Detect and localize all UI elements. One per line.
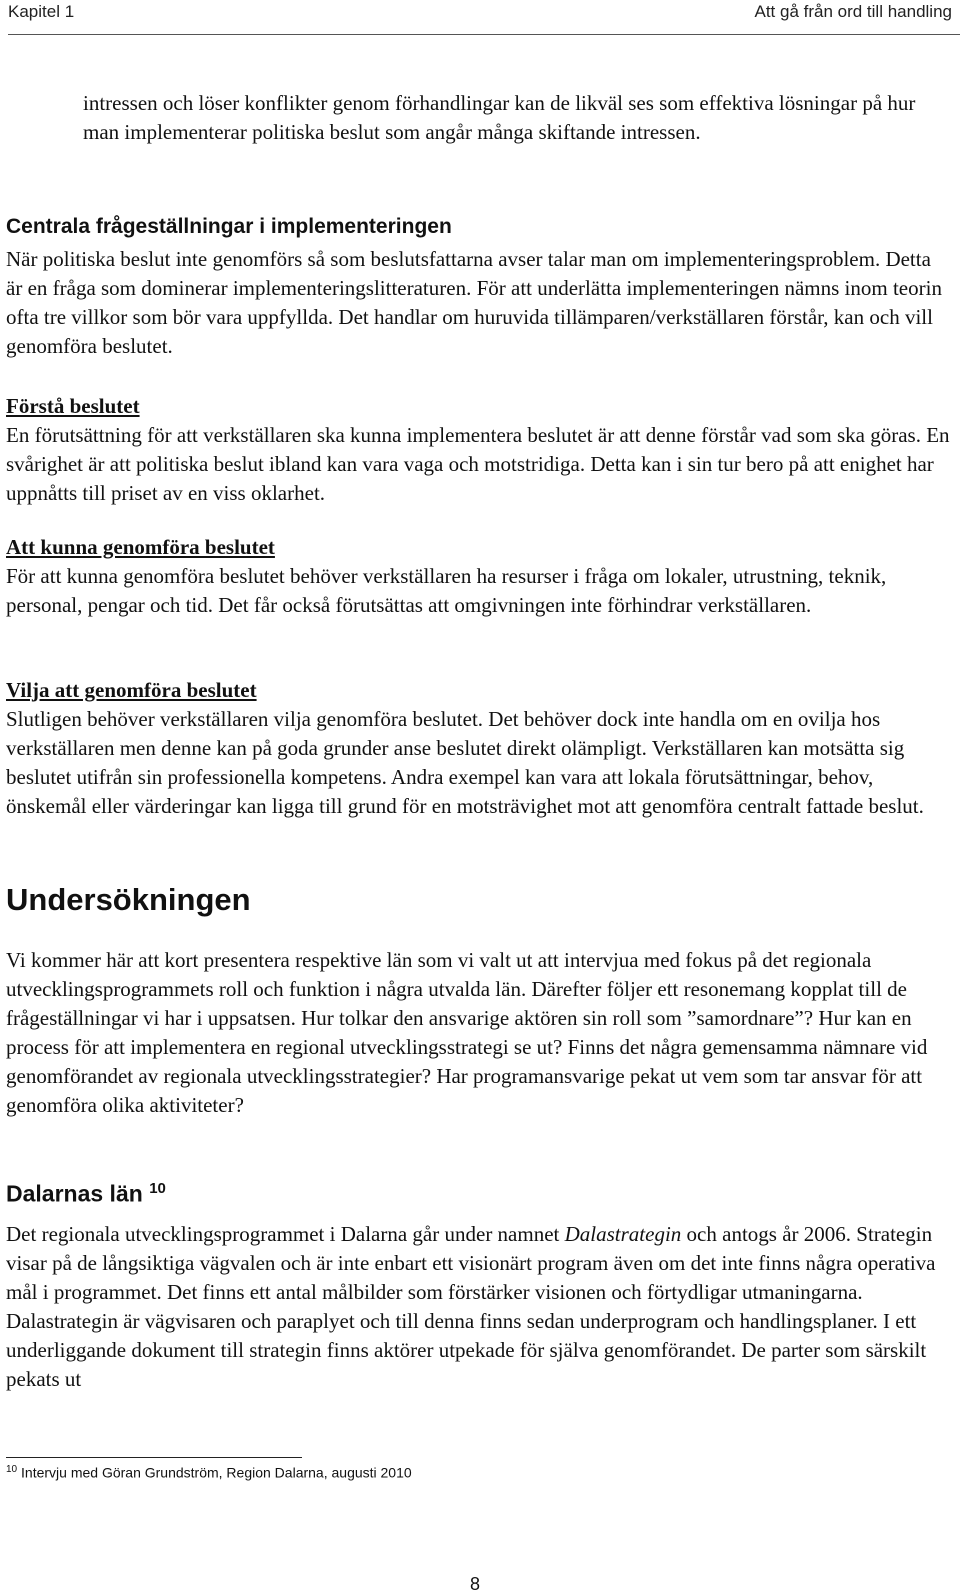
- forsta-paragraph: En förutsättning för att verkställaren ska kunna implementera beslutet är att denne förstår vad som ska göras. En svårighet är att politiska beslut ibland kan vara vaga och motstridiga. Detta kan i sin tur bero på att enighet har uppnåtts till priset av en viss oklarhet.: [6, 423, 950, 505]
- header-rule: [8, 34, 960, 35]
- kunna-heading: Att kunna genomföra beslutet: [6, 535, 275, 559]
- page-number: 8: [470, 1574, 481, 1594]
- forsta-section: [6, 392, 952, 508]
- centrala-heading: Centrala frågeställningar i implementeringen: [6, 215, 452, 238]
- footnote-text: Intervju med Göran Grundström, Region Dalarna, augusti 2010: [21, 1464, 412, 1481]
- page-header: [0, 0, 960, 44]
- intro-paragraph: intressen och löser konflikter genom förhandlingar kan de likväl ses som effektiva lösningar på hur man implementerar politiska beslut som angår många skiftande intressen.: [83, 91, 916, 144]
- kunna-section: [6, 533, 952, 620]
- dalarna-text-before: Det regionala utvecklingsprogrammet i Dalarna går under namnet: [6, 1222, 565, 1246]
- dalarna-note-ref[interactable]: 10: [149, 1180, 166, 1197]
- forsta-heading: Förstå beslutet: [6, 394, 140, 418]
- footnote: [6, 1464, 412, 1481]
- intro-section: [83, 89, 943, 147]
- vilja-section: [6, 676, 952, 821]
- header-chapter: Kapitel 1: [8, 2, 75, 21]
- vilja-heading: Vilja att genomföra beslutet: [6, 678, 257, 702]
- centrala-section: [6, 212, 952, 361]
- dalarna-section: [6, 1220, 952, 1394]
- dalarna-text-after: och antogs år 2006. Strategin visar på de långsiktiga vägvalen och är inte enbart ett visionärt program även om det inte finns några operativa mål i programmet. Det finns ett antal målbilder som förstärker visionen och förtydligar utmaningarna. Dalastrategin är vägvisaren och paraplyet och till denna finns sedan underprogram och handlingsplaner. I ett underliggande dokument till strategin finns aktörer utpekade för själva genomförandet. De parter som särskilt pekats ut: [6, 1222, 936, 1391]
- footnote-rule: [6, 1457, 302, 1458]
- undersokningen-paragraph: Vi kommer här att kort presentera respektive län som vi valt ut att intervjua med fokus på det regionala utvecklingsprogrammets roll och funktion i några utvalda län. Därefter följer ett resonemang kopplat till de frågeställningar vi har i uppsatsen. Hur tolkar den ansvarige aktören sin roll som ”samordnare”? Hur kan en process för att implementera en regional utvecklingsstrategi se ut? Finns det några gemensamma nämnare vid genomförandet av regionala utvecklingsstrategier? Har programansvarige pekat ut vem som tar ansvar för att genomföra olika aktiviteter?: [6, 948, 928, 1117]
- dalarna-heading-text: Dalarnas län: [6, 1180, 143, 1207]
- header-title: Att gå från ord till handling: [754, 2, 952, 21]
- undersokningen-section: [6, 946, 952, 1120]
- footnote-number: 10: [6, 1464, 18, 1475]
- dalarna-heading: [6, 1180, 166, 1208]
- undersokningen-heading: Undersökningen: [6, 882, 251, 917]
- dalastrategin-italic: Dalastrategin: [564, 1222, 682, 1246]
- centrala-paragraph: När politiska beslut inte genomförs så som beslutsfattarna avser talar man om implementeringsproblem. Detta är en fråga som dominerar implementeringslitteraturen. För att underlätta implementeringen nämns inom teorin ofta tre villkor som bör vara uppfyllda. Det handlar om huruvida tillämparen/verkställaren förstår, kan och vill genomföra beslutet.: [6, 247, 942, 358]
- kunna-paragraph: För att kunna genomföra beslutet behöver verkställaren ha resurser i fråga om lokaler, utrustning, teknik, personal, pengar och tid. Det får också förutsättas att omgivningen inte förhindrar verkställaren.: [6, 564, 887, 617]
- vilja-paragraph: Slutligen behöver verkställaren vilja genomföra beslutet. Det behöver dock inte handla om en ovilja hos verkställaren men denne kan på goda grunder anse beslutet direkt olämpligt. Verkställaren kan motsätta sig beslutet utifrån sin professionella kompetens. Andra exempel kan vara att lokala förutsättningar, behov, önskemål eller värderingar kan ligga till grund för en motsträvighet mot att genomföra centralt fattade beslut.: [6, 707, 924, 818]
- dalarna-paragraph: [6, 1220, 952, 1394]
